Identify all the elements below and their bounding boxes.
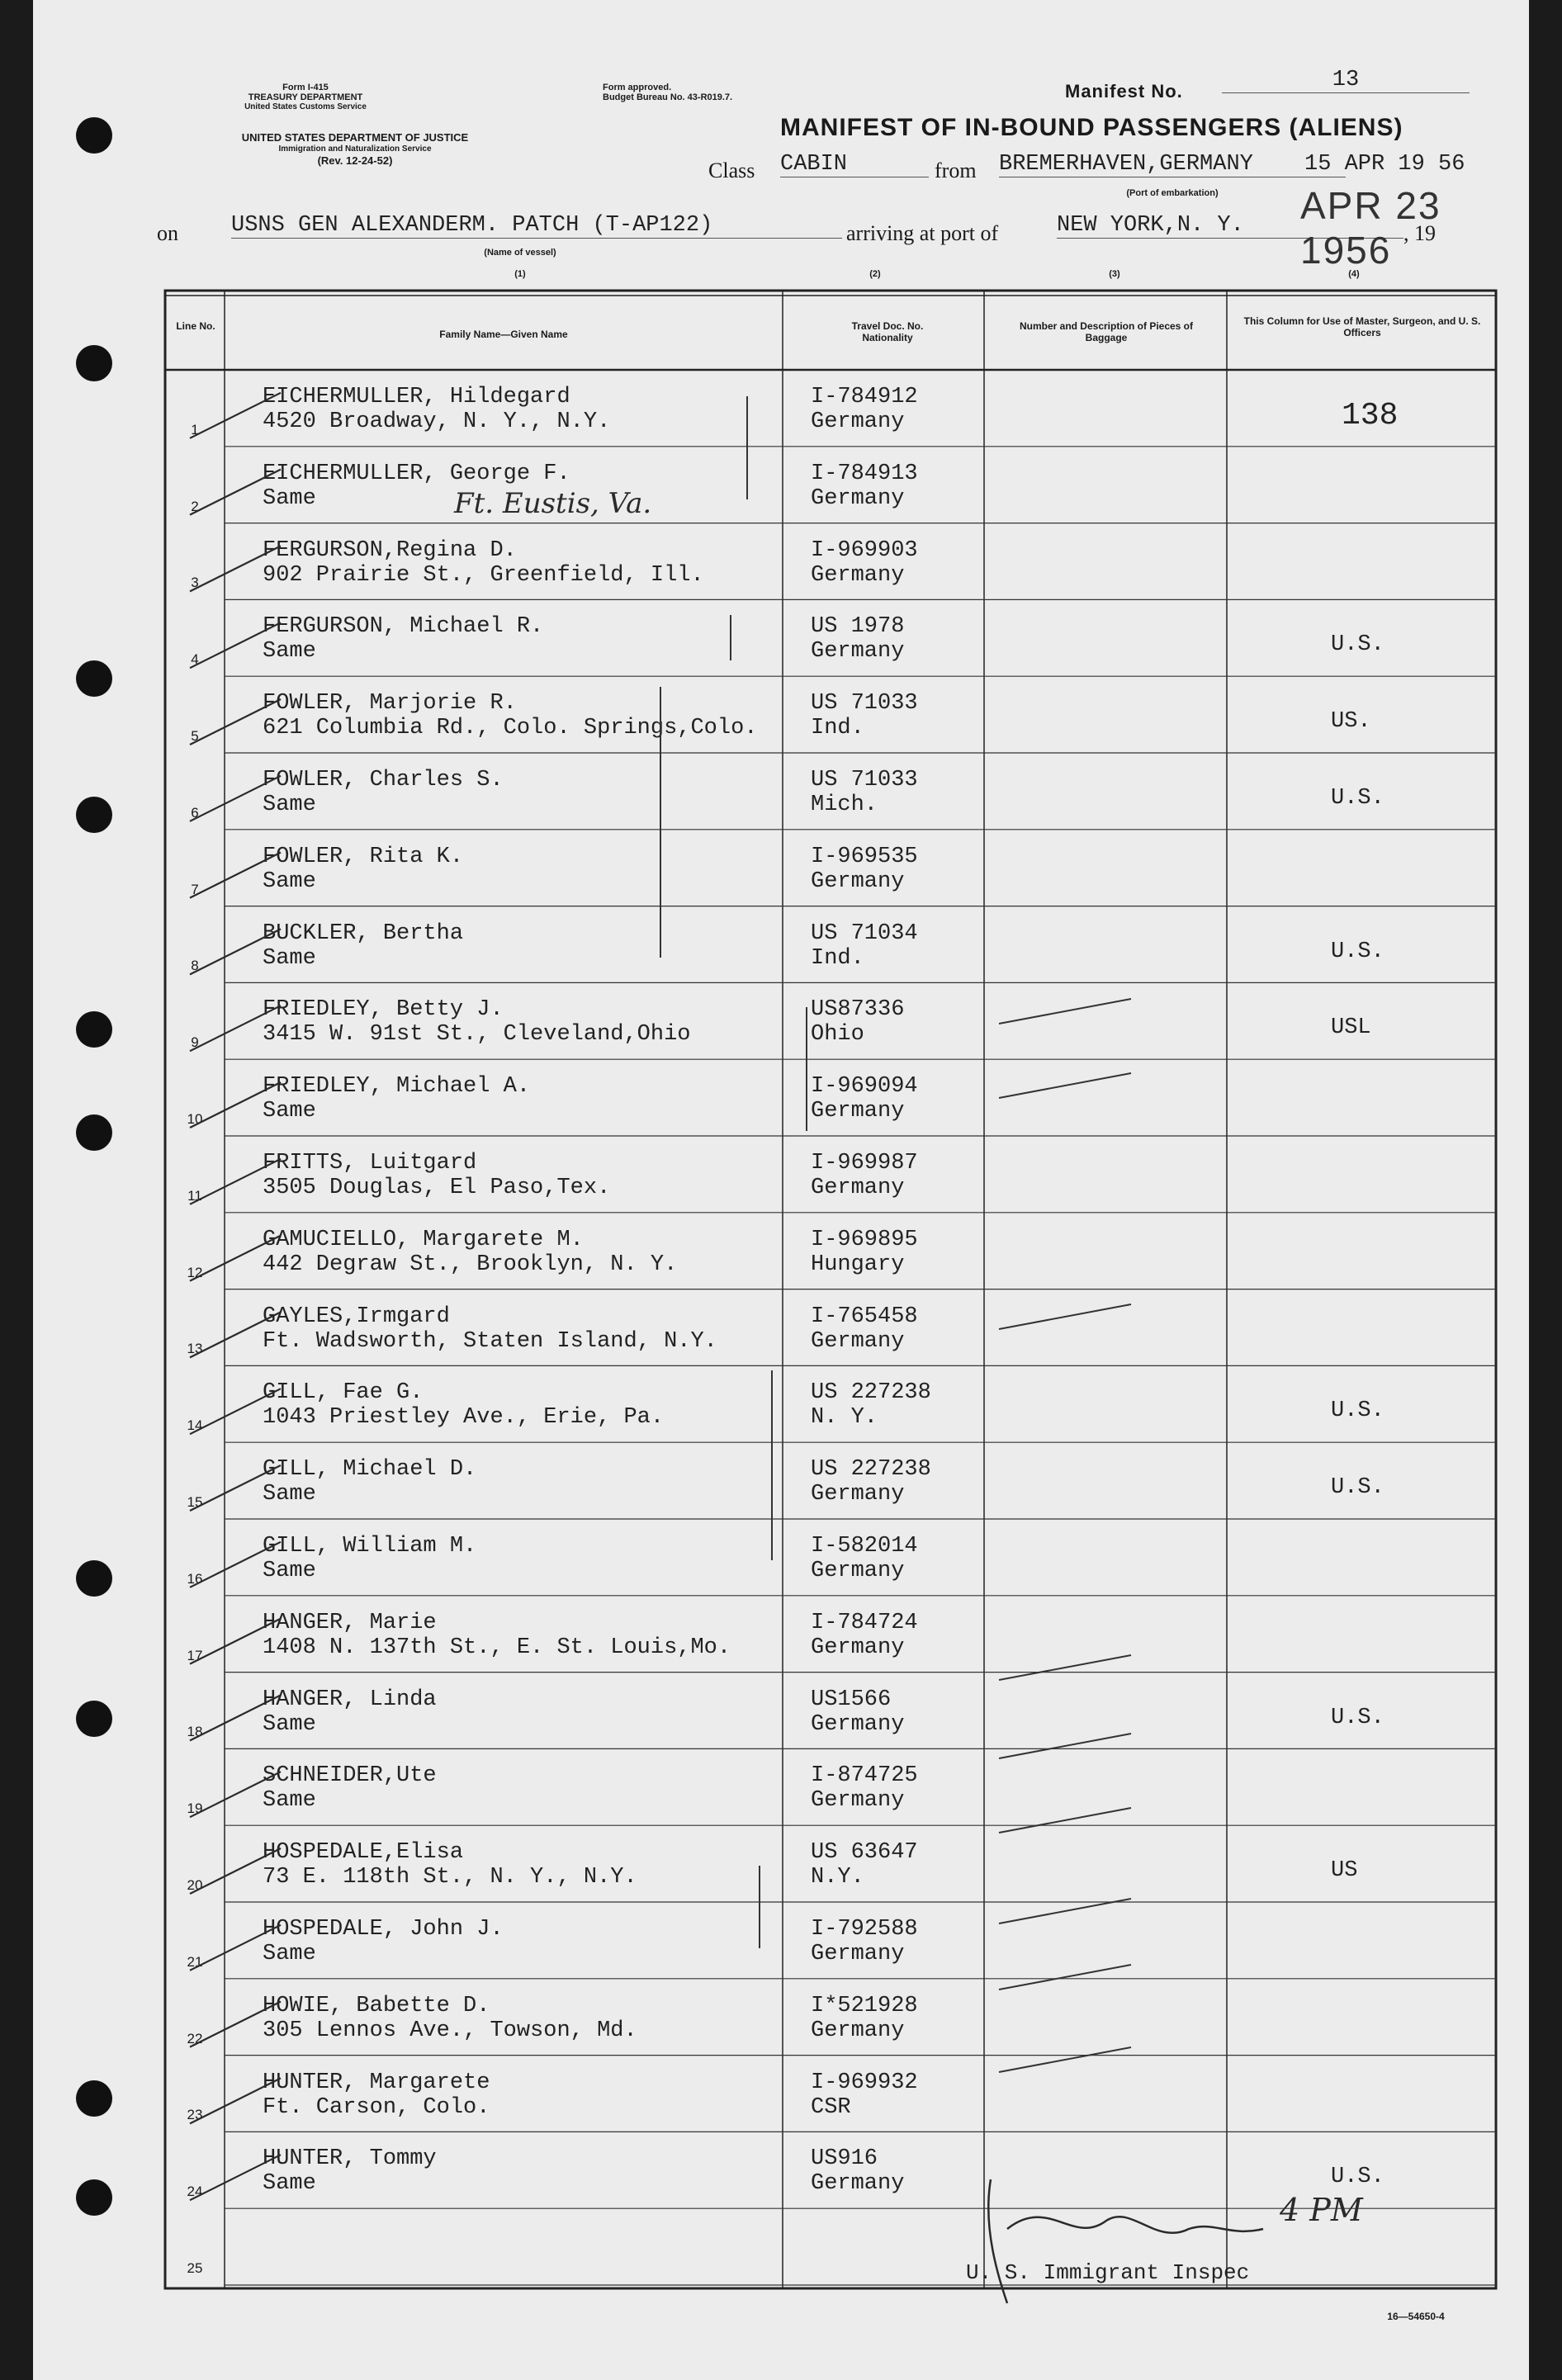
- check-mark: [190, 2078, 281, 2123]
- passenger-address: Same: [263, 1942, 316, 1966]
- passenger-address: Ft. Carson, Colo.: [263, 2094, 490, 2120]
- nationality: Germany: [811, 1559, 905, 1583]
- col-head-baggage: Number and Description of Pieces of Baggage: [1019, 320, 1194, 343]
- row-line-number: 6: [191, 804, 199, 821]
- passenger-name: GAYLES,Irmgard: [263, 1304, 450, 1329]
- passenger-name: GILL, Fae G.: [263, 1380, 424, 1406]
- passenger-address: Same: [263, 639, 316, 665]
- passenger-name: FOWLER, Rita K.: [263, 844, 464, 869]
- travel-doc-number: I-969895: [811, 1227, 918, 1252]
- inspector-caption: U. S. Immigrant Inspec: [966, 2260, 1250, 2285]
- date-stamp: APR 23 1956: [1300, 184, 1441, 272]
- row-line-number: 15: [187, 1493, 203, 1510]
- nationality: Ohio: [811, 1022, 864, 1048]
- officer-mark: U.S.: [1331, 2165, 1384, 2190]
- passenger-address: 3505 Douglas, El Paso,Tex.: [263, 1176, 611, 1200]
- row-line-number: 13: [187, 1341, 203, 1357]
- passenger-name: HOWIE, Babette D.: [263, 1993, 490, 2018]
- passenger-address: Same: [263, 485, 316, 511]
- passenger-name: FERGURSON,Regina D.: [263, 537, 517, 563]
- check-mark: [190, 1082, 281, 1128]
- passenger-address: 305 Lennos Ave., Towson, Md.: [263, 2018, 637, 2043]
- travel-doc-number: I-874725: [811, 1763, 918, 1789]
- passenger-address: Same: [263, 2171, 316, 2197]
- on-label: on: [157, 221, 178, 245]
- dept-customs: United States Customs Service: [244, 102, 367, 111]
- officer-mark: USL: [1331, 1015, 1371, 1041]
- form-code: 16—54650-4: [1387, 2311, 1445, 2322]
- passenger-name: HANGER, Linda: [263, 1687, 437, 1712]
- check-mark: [190, 1389, 281, 1434]
- travel-doc-number: I-784912: [811, 385, 918, 409]
- check-mark: [190, 1542, 281, 1587]
- row-line-number: 24: [187, 2184, 203, 2200]
- passenger-name: FRITTS, Luitgard: [263, 1151, 477, 1176]
- row-line-number: 19: [187, 1800, 203, 1817]
- vessel-caption: (Name of vessel): [484, 248, 556, 258]
- col-num-2: (2): [869, 269, 881, 279]
- nationality: N.Y.: [811, 1865, 864, 1890]
- check-mark: [190, 1925, 281, 1971]
- nationality: Germany: [811, 562, 905, 588]
- baggage-dash: [999, 1073, 1131, 1098]
- travel-doc-number: US916: [811, 2146, 878, 2172]
- passenger-name: SCHNEIDER,Ute: [263, 1763, 437, 1789]
- year-suffix: , 19: [1403, 221, 1436, 245]
- travel-doc-number: I-784913: [811, 461, 918, 486]
- arrival-port: NEW YORK,N. Y.: [1057, 213, 1403, 239]
- row-line-number: 20: [187, 1876, 203, 1893]
- nationality: Germany: [811, 868, 905, 894]
- travel-doc-number: I-969987: [811, 1151, 918, 1176]
- travel-doc-number: I*521928: [811, 1993, 918, 2018]
- from-label: from: [935, 159, 977, 182]
- baggage-dash: [999, 2047, 1131, 2072]
- nationality: Germany: [811, 409, 905, 434]
- nationality: Germany: [811, 1176, 905, 1200]
- passenger-address: Same: [263, 945, 316, 971]
- baggage-dash: [999, 1965, 1131, 1990]
- passenger-name: FOWLER, Marjorie R.: [263, 691, 517, 717]
- passenger-name: HOSPEDALE, John J.: [263, 1917, 504, 1942]
- row-line-number: 3: [191, 575, 199, 591]
- row-line-number: 23: [187, 2107, 203, 2123]
- passenger-name: HANGER, Marie: [263, 1610, 437, 1635]
- travel-doc-number: US 227238: [811, 1457, 931, 1483]
- row-line-number: 1: [191, 421, 199, 438]
- row-line-number: 12: [187, 1264, 203, 1280]
- passenger-address: 442 Degraw St., Brooklyn, N. Y.: [263, 1252, 678, 1277]
- travel-doc-number: I-792588: [811, 1917, 918, 1942]
- passenger-name: GILL, William M.: [263, 1534, 477, 1559]
- nationality: Mich.: [811, 793, 878, 817]
- row-line-number: 17: [187, 1647, 203, 1663]
- passenger-name: BUCKLER, Bertha: [263, 920, 464, 946]
- officer-mark: U.S.: [1331, 1475, 1384, 1501]
- travel-doc-number: I-969094: [811, 1074, 918, 1100]
- check-mark: [190, 929, 281, 974]
- class-value: CABIN: [780, 152, 929, 177]
- row-line-number: 9: [191, 1034, 199, 1051]
- form-number: Form I-415: [282, 83, 329, 92]
- col-head-line: Line No.: [176, 320, 215, 332]
- nationality: CSR: [811, 2094, 851, 2120]
- class-label: Class: [708, 159, 755, 182]
- passenger-address: Same: [263, 868, 316, 894]
- travel-doc-number: I-969535: [811, 844, 918, 869]
- manifest-no-value: 13: [1222, 68, 1470, 93]
- check-marks: [33, 0, 1529, 2380]
- passenger-name: FOWLER, Charles S.: [263, 768, 504, 793]
- check-mark: [190, 1236, 281, 1281]
- col-head-doc: Travel Doc. No. Nationality: [851, 320, 924, 343]
- form-revision: (Rev. 12-24-52): [317, 154, 393, 167]
- passenger-name: HUNTER, Margarete: [263, 2070, 490, 2095]
- passenger-name: HOSPEDALE,Elisa: [263, 1840, 464, 1866]
- passenger-address: Same: [263, 1482, 316, 1507]
- row-line-number: 8: [191, 958, 199, 974]
- from-value: BREMERHAVEN,GERMANY: [999, 152, 1346, 177]
- passenger-name: EICHERMULLER, Hildegard: [263, 385, 570, 409]
- budget-bureau: Budget Bureau No. 43-R019.7.: [603, 92, 733, 102]
- nationality: Germany: [811, 1942, 905, 1966]
- nationality: Germany: [811, 2018, 905, 2043]
- row-line-number: 21: [187, 1953, 203, 1970]
- nationality: Germany: [811, 1482, 905, 1507]
- travel-doc-number: I-582014: [811, 1534, 918, 1559]
- port-embark-caption: (Port of embarkation): [1126, 188, 1219, 198]
- check-mark: [190, 776, 281, 821]
- officer-mark: U.S.: [1331, 939, 1384, 964]
- passenger-name: GAMUCIELLO, Margarete M.: [263, 1227, 584, 1252]
- officer-mark: U.S.: [1331, 1398, 1384, 1424]
- check-mark: [190, 1695, 281, 1740]
- baggage-dash: [999, 999, 1131, 1024]
- handwritten-note: Ft. Eustis, Va.: [454, 487, 652, 520]
- row-line-number: 16: [187, 1570, 203, 1587]
- dept-treasury: TREASURY DEPARTMENT: [248, 92, 363, 102]
- officer-mark: US.: [1331, 709, 1371, 735]
- col-head-name: Family Name—Given Name: [439, 329, 568, 340]
- nationality: N. Y.: [811, 1405, 878, 1431]
- passenger-name: EICHERMULLER, George F.: [263, 461, 570, 486]
- nationality: Germany: [811, 639, 905, 665]
- dept-justice: UNITED STATES DEPARTMENT OF JUSTICE: [241, 131, 469, 144]
- check-mark: [190, 1465, 281, 1511]
- check-mark: [190, 1159, 281, 1204]
- row-line-number: 18: [187, 1724, 203, 1740]
- check-mark: [190, 470, 281, 515]
- arriving-label: arriving at port of: [846, 221, 999, 245]
- row-line-number: 2: [191, 498, 199, 514]
- nationality: Hungary: [811, 1252, 905, 1277]
- passenger-name: FRIEDLEY, Betty J.: [263, 997, 504, 1023]
- manifest-no-label: Manifest No.: [1065, 81, 1183, 102]
- passenger-address: 621 Columbia Rd., Colo. Springs,Colo.: [263, 716, 758, 741]
- passenger-address: 1408 N. 137th St., E. St. Louis,Mo.: [263, 1635, 731, 1660]
- manifest-page: [33, 0, 1529, 2380]
- check-mark: [190, 2155, 281, 2200]
- row-line-number: 25: [187, 2259, 203, 2276]
- check-mark: [190, 699, 281, 745]
- time-note: 4 PM: [1280, 2192, 1363, 2228]
- travel-doc-number: US 71034: [811, 920, 918, 946]
- col-num-3: (3): [1109, 269, 1120, 279]
- travel-doc-number: US 1978: [811, 614, 905, 640]
- check-mark: [190, 622, 281, 668]
- baggage-dash: [999, 1655, 1131, 1680]
- officer-mark: U.S.: [1331, 632, 1384, 658]
- check-mark: [190, 853, 281, 898]
- check-mark: [190, 1005, 281, 1051]
- passenger-address: Same: [263, 1099, 316, 1124]
- row-line-number: 10: [187, 1110, 203, 1127]
- passenger-address: 73 E. 118th St., N. Y., N.Y.: [263, 1865, 637, 1890]
- col-head-officers: This Column for Use of Master, Surgeon, and U. S. Officers: [1243, 315, 1481, 338]
- travel-doc-number: US87336: [811, 997, 905, 1023]
- row-line-number: 7: [191, 881, 199, 897]
- officer-mark: U.S.: [1331, 1705, 1384, 1730]
- travel-doc-number: I-784724: [811, 1610, 918, 1635]
- passenger-address: 902 Prairie St., Greenfield, Ill.: [263, 562, 704, 588]
- inspector-signature: [988, 2179, 1263, 2303]
- row-line-number: 22: [187, 2030, 203, 2046]
- row-line-number: 14: [187, 1417, 203, 1434]
- baggage-dash: [999, 1899, 1131, 1923]
- passenger-address: Same: [263, 1711, 316, 1737]
- form-approved: Form approved.: [603, 83, 672, 92]
- nationality: Germany: [811, 1711, 905, 1737]
- nationality: Germany: [811, 1635, 905, 1660]
- row-line-number: 5: [191, 727, 199, 744]
- travel-doc-number: I-969932: [811, 2070, 918, 2095]
- nationality: Germany: [811, 485, 905, 511]
- check-mark: [190, 1619, 281, 1664]
- passenger-name: FERGURSON, Michael R.: [263, 614, 544, 640]
- travel-doc-number: US1566: [811, 1687, 892, 1712]
- passenger-name: FRIEDLEY, Michael A.: [263, 1074, 531, 1100]
- travel-doc-number: US 71033: [811, 768, 918, 793]
- officer-mark: U.S.: [1331, 786, 1384, 811]
- officer-mark: US: [1331, 1858, 1358, 1884]
- passenger-address: 1043 Priestley Ave., Erie, Pa.: [263, 1405, 665, 1431]
- passenger-address: Same: [263, 1788, 316, 1814]
- nationality: Germany: [811, 1328, 905, 1354]
- row-line-number: 4: [191, 651, 199, 668]
- travel-doc-number: I-969903: [811, 537, 918, 563]
- vessel-name: USNS GEN ALEXANDERM. PATCH (T-AP122): [231, 213, 842, 239]
- travel-doc-number: I-765458: [811, 1304, 918, 1329]
- row-line-number: 11: [187, 1187, 202, 1204]
- passenger-address: 4520 Broadway, N. Y., N.Y.: [263, 409, 611, 434]
- baggage-dash: [999, 1808, 1131, 1833]
- nationality: Ind.: [811, 716, 864, 741]
- passenger-address: Same: [263, 1559, 316, 1583]
- passenger-address: 3415 W. 91st St., Cleveland,Ohio: [263, 1022, 691, 1048]
- dept-ins: Immigration and Naturalization Service: [278, 144, 432, 154]
- manifest-title: MANIFEST OF IN-BOUND PASSENGERS (ALIENS): [780, 114, 1403, 141]
- travel-doc-number: US 71033: [811, 691, 918, 717]
- check-mark: [190, 393, 281, 438]
- col-num-4: (4): [1348, 269, 1360, 279]
- nationality: Germany: [811, 1788, 905, 1814]
- nationality: Ind.: [811, 945, 864, 971]
- col-num-1: (1): [514, 269, 526, 279]
- date-value: 15 APR 19 56: [1304, 152, 1465, 177]
- check-mark: [190, 2002, 281, 2047]
- travel-doc-number: US 227238: [811, 1380, 931, 1406]
- nationality: Germany: [811, 1099, 905, 1124]
- check-mark: [190, 1848, 281, 1894]
- check-mark: [190, 1312, 281, 1357]
- passenger-address: Ft. Wadsworth, Staten Island, N.Y.: [263, 1328, 717, 1354]
- check-mark: [190, 1772, 281, 1817]
- passenger-address: Same: [263, 793, 316, 817]
- baggage-dash: [999, 1734, 1131, 1758]
- check-mark: [190, 546, 281, 591]
- travel-doc-number: US 63647: [811, 1840, 918, 1866]
- passenger-name: GILL, Michael D.: [263, 1457, 477, 1483]
- passenger-name: HUNTER, Tommy: [263, 2146, 437, 2172]
- nationality: Germany: [811, 2171, 905, 2197]
- baggage-dash: [999, 1304, 1131, 1329]
- officer-note: 138: [1342, 398, 1399, 433]
